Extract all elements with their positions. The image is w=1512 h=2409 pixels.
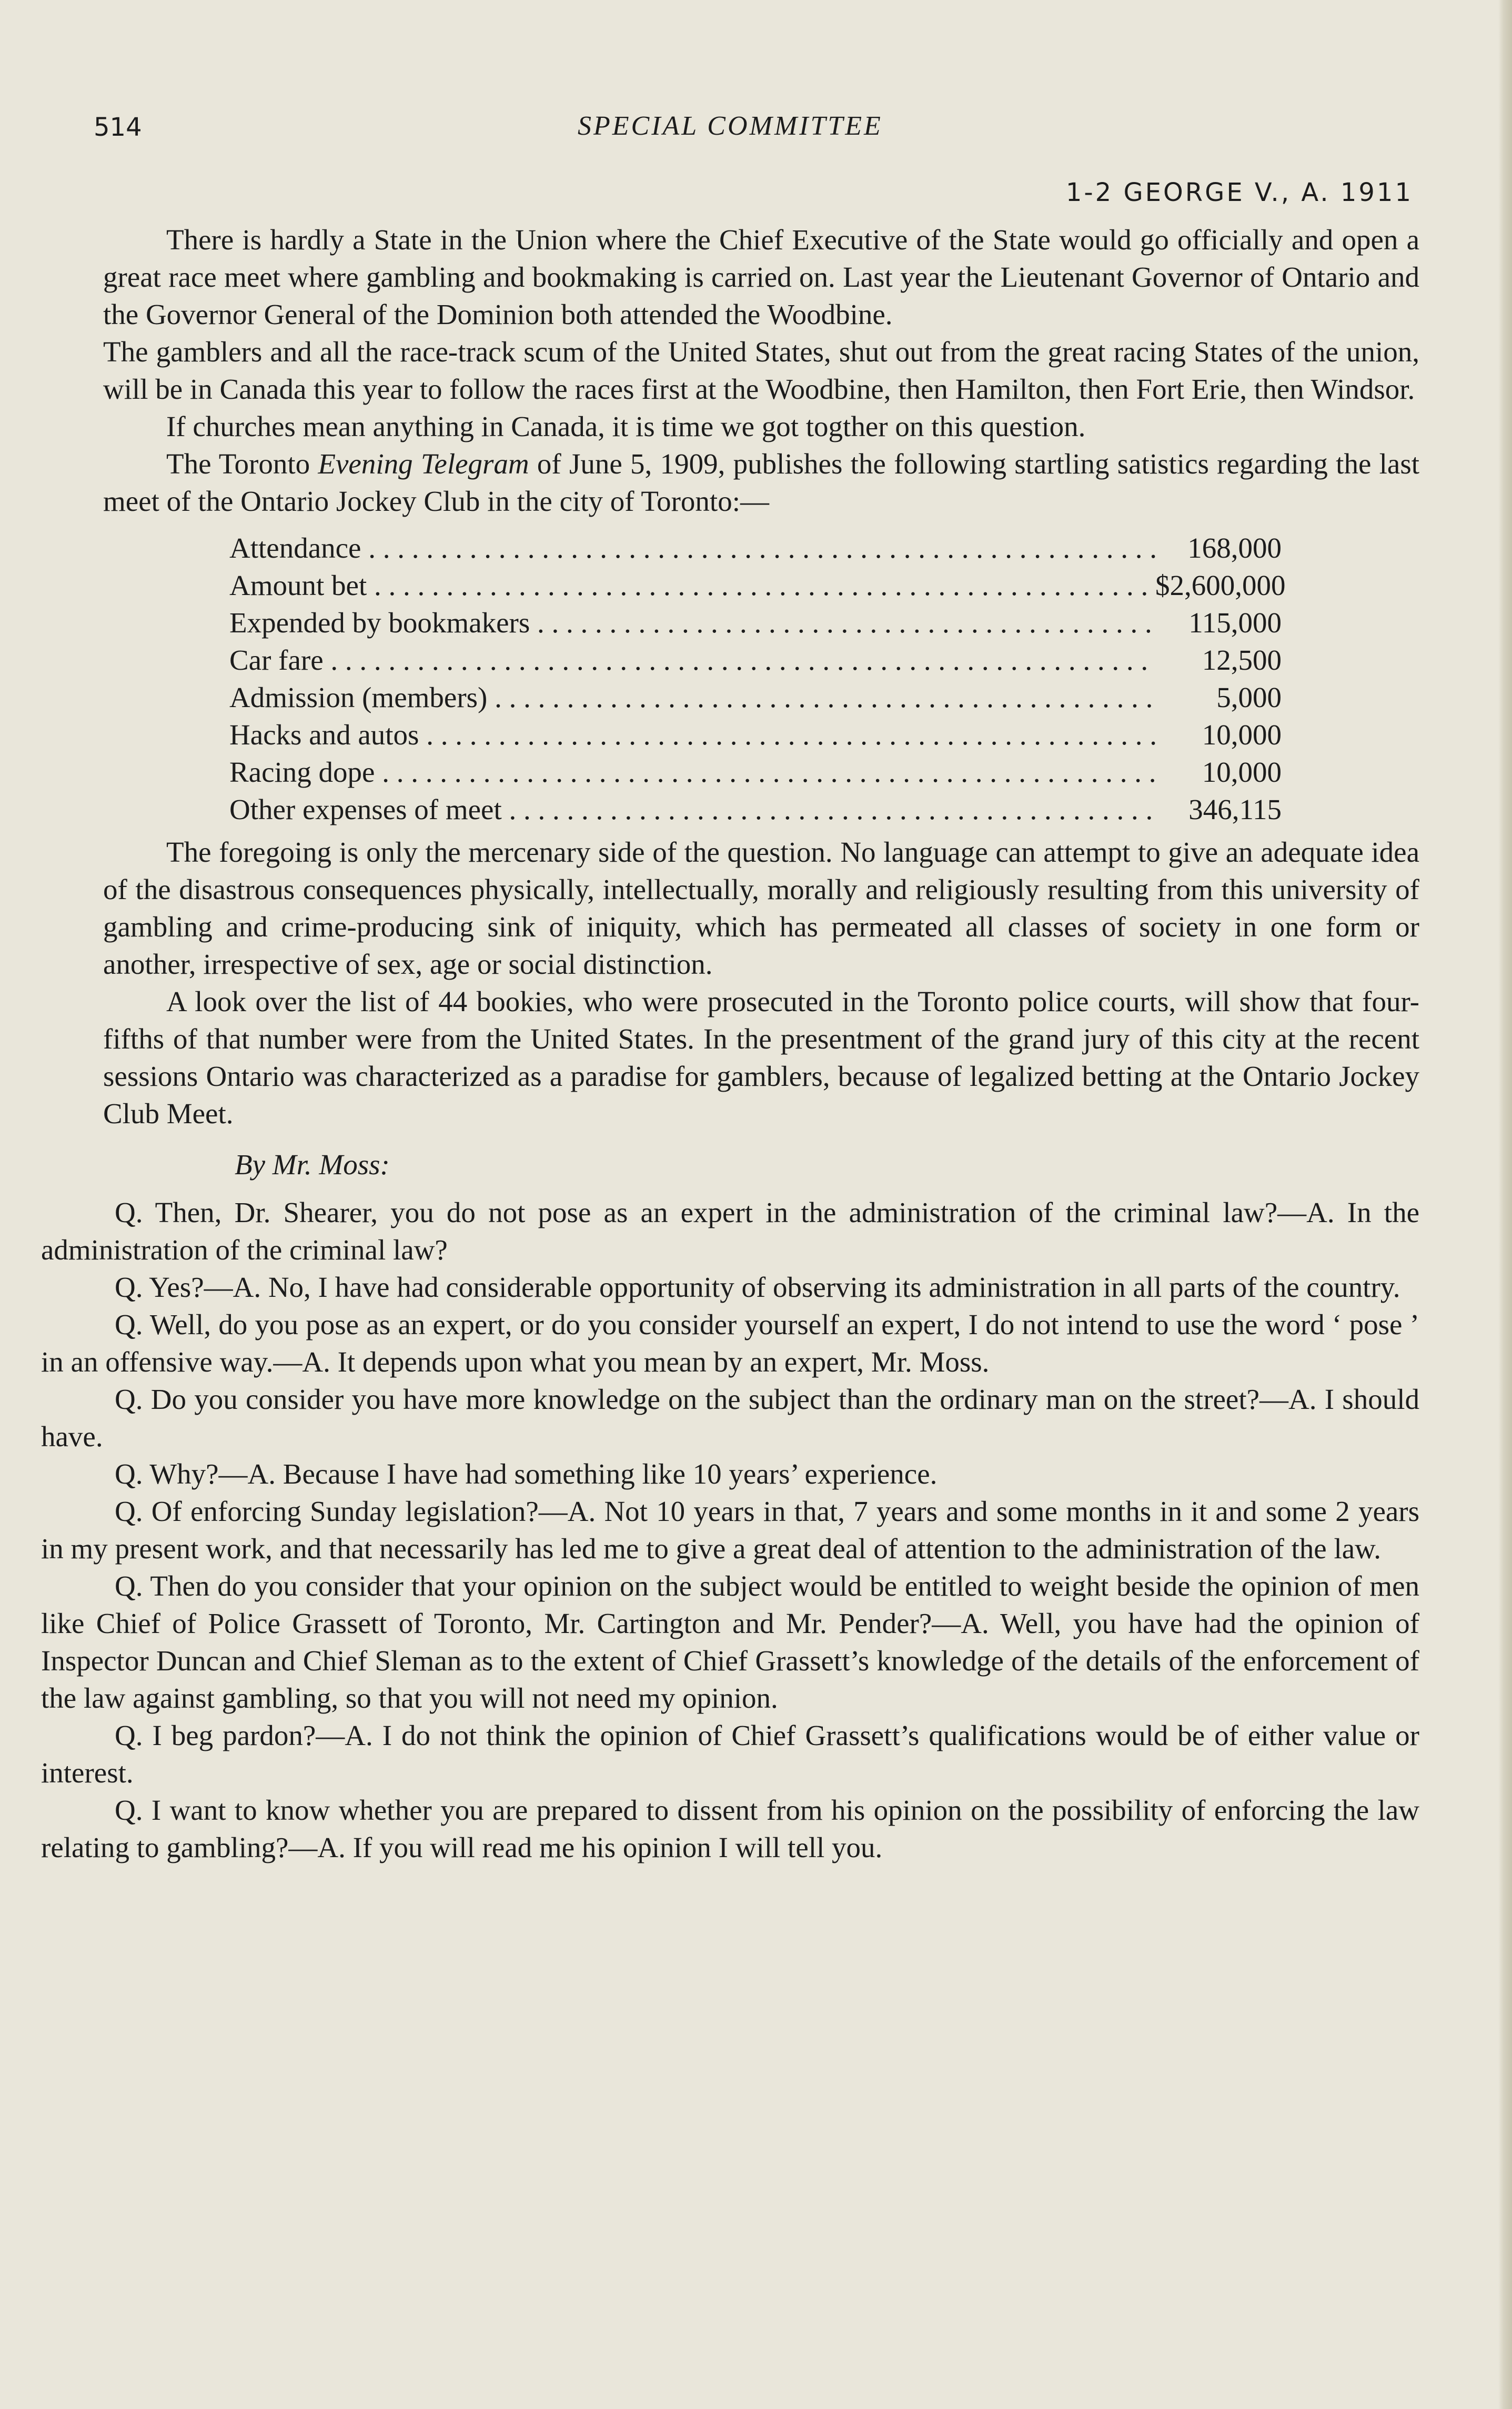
question-answer: Q. Do you consider you have more knowledge on the subject than the ordinary man on the street?—A. I should have. bbox=[41, 1383, 1419, 1453]
stat-value: 346,115 bbox=[1188, 793, 1282, 825]
stat-row bbox=[229, 567, 1387, 604]
stat-row bbox=[229, 753, 1387, 791]
stat-value: $2,600,000 bbox=[1155, 569, 1286, 601]
stat-value: 168,000 bbox=[1187, 532, 1282, 564]
paragraph-chief-executive: There is hardly a State in the Union where the Chief Executive of the State would go officially and open a great race meet where gambling and bookmaking is carried on. Last year the Lieutenant Governor of Ontario and the Governor General of the Dominion both attended the Woodbine. bbox=[103, 224, 1419, 330]
stat-row bbox=[229, 529, 1387, 567]
stat-label: Car fare . . . bbox=[229, 641, 1155, 679]
stat-label: Attendance . . . bbox=[229, 529, 1155, 567]
question-answer: Q. Yes?—A. No, I have had considerable opportunity of observing its administration in all parts of the country. bbox=[115, 1271, 1400, 1303]
telegram-before: The Toronto bbox=[166, 448, 318, 480]
newspaper-title: Evening Telegram bbox=[318, 448, 529, 480]
page-number: 514 bbox=[94, 113, 142, 142]
stat-row bbox=[229, 604, 1387, 641]
testimony bbox=[41, 1194, 1419, 1866]
paragraph-bookies: A look over the list of 44 bookies, who were prosecuted in the Toronto police courts, will show that four-fifths of that number were from the United States. In the presentment of the grand jury of this city at the recent sessions Ontario was characterized as a paradise for gamblers, because of legalized betting at the Ontario Jockey Club Meet. bbox=[103, 985, 1419, 1130]
examiner-heading: By Mr. Moss: bbox=[235, 1148, 390, 1181]
paragraph-telegram bbox=[103, 445, 1419, 520]
question-answer: Q. Well, do you pose as an expert, or do you consider yourself an expert, I do not intend to use the word ‘ pose ’ in an offensive way.—A. It depends upon what you mean by an expert, Mr. Moss. bbox=[41, 1308, 1419, 1378]
question-answer: Q. I beg pardon?—A. I do not think the opinion of Chief Grassett’s qualifications would be of either value or interest. bbox=[41, 1719, 1419, 1789]
stat-value: 5,000 bbox=[1216, 681, 1282, 713]
question-answer: Q. Then, Dr. Shearer, you do not pose as an expert in the administration of the criminal law?—A. In the administration of the criminal law? bbox=[41, 1196, 1419, 1266]
telegram-after: of June 5, 1909, publishes the following startling satistics regarding the last meet of the Ontario Jockey Club in the city of Toronto:— bbox=[103, 448, 1419, 517]
stat-value: 115,000 bbox=[1188, 607, 1282, 639]
body-text bbox=[41, 221, 1419, 1866]
stat-label: Expended by bookmakers . . . bbox=[229, 604, 1155, 641]
stat-label: Hacks and autos . . . bbox=[229, 716, 1155, 753]
paragraph-gamblers: The gamblers and all the race-track scum of the United States, shut out from the great racing States of the union, will be in Canada this year to follow the races first at the Woodbine, then Hamilton, then Fort Erie, then Windsor. bbox=[103, 336, 1419, 405]
running-title: SPECIAL COMMITTEE bbox=[578, 111, 883, 141]
stat-row bbox=[229, 791, 1387, 828]
stat-value: 10,000 bbox=[1202, 719, 1282, 751]
stat-row bbox=[229, 716, 1387, 753]
stat-label: Racing dope . . . bbox=[229, 753, 1155, 791]
stat-label: Other expenses of meet . . . bbox=[229, 791, 1155, 828]
paragraph-mercenary: The foregoing is only the mercenary side of the question. No language can attempt to give an adequate idea of the disastrous consequences physically, intellectually, morally and religiously resulting from this university of gambling and crime-producing sink of iniquity, which has permeated all classes of society in one form or another, irrespective of sex, age or social distinction. bbox=[103, 836, 1419, 980]
stat-value: 12,500 bbox=[1202, 644, 1282, 676]
session-line: 1-2 GEORGE V., A. 1911 bbox=[1065, 178, 1413, 207]
page-header bbox=[94, 110, 925, 153]
stat-label: Amount bet . . . bbox=[229, 567, 1155, 604]
question-answer: Q. Why?—A. Because I have had something like 10 years’ experience. bbox=[115, 1458, 938, 1490]
question-answer: Q. Of enforcing Sunday legislation?—A. Not 10 years in that, 7 years and some months in it and some 2 years in my present work, and that necessarily has led me to give a great deal of attention to the administration of the law. bbox=[41, 1495, 1419, 1565]
question-answer: Q. Then do you consider that your opinion on the subject would be entitled to weight beside the opinion of men like Chief of Police Grassett of Toronto, Mr. Cartington and Mr. Pender?—A. Well, you have had the opinion of Inspector Duncan and Chief Sleman as to the extent of Chief Grassett’s knowledge of the details of the enforcement of the law against gambling, so that you will not need my opinion. bbox=[41, 1570, 1419, 1714]
question-answer: Q. I want to know whether you are prepared to dissent from his opinion on the possibility of enforcing the law relating to gambling?—A. If you will read me his opinion I will tell you. bbox=[41, 1794, 1419, 1863]
stat-row bbox=[229, 641, 1387, 679]
statistics-table bbox=[229, 529, 1387, 828]
paragraph-churches: If churches mean anything in Canada, it is time we got togther on this question. bbox=[166, 410, 1086, 442]
stat-label: Admission (members) . . . bbox=[229, 679, 1155, 716]
stat-row bbox=[229, 679, 1387, 716]
page-edge-shadow bbox=[1498, 0, 1512, 2409]
stat-value: 10,000 bbox=[1202, 756, 1282, 788]
